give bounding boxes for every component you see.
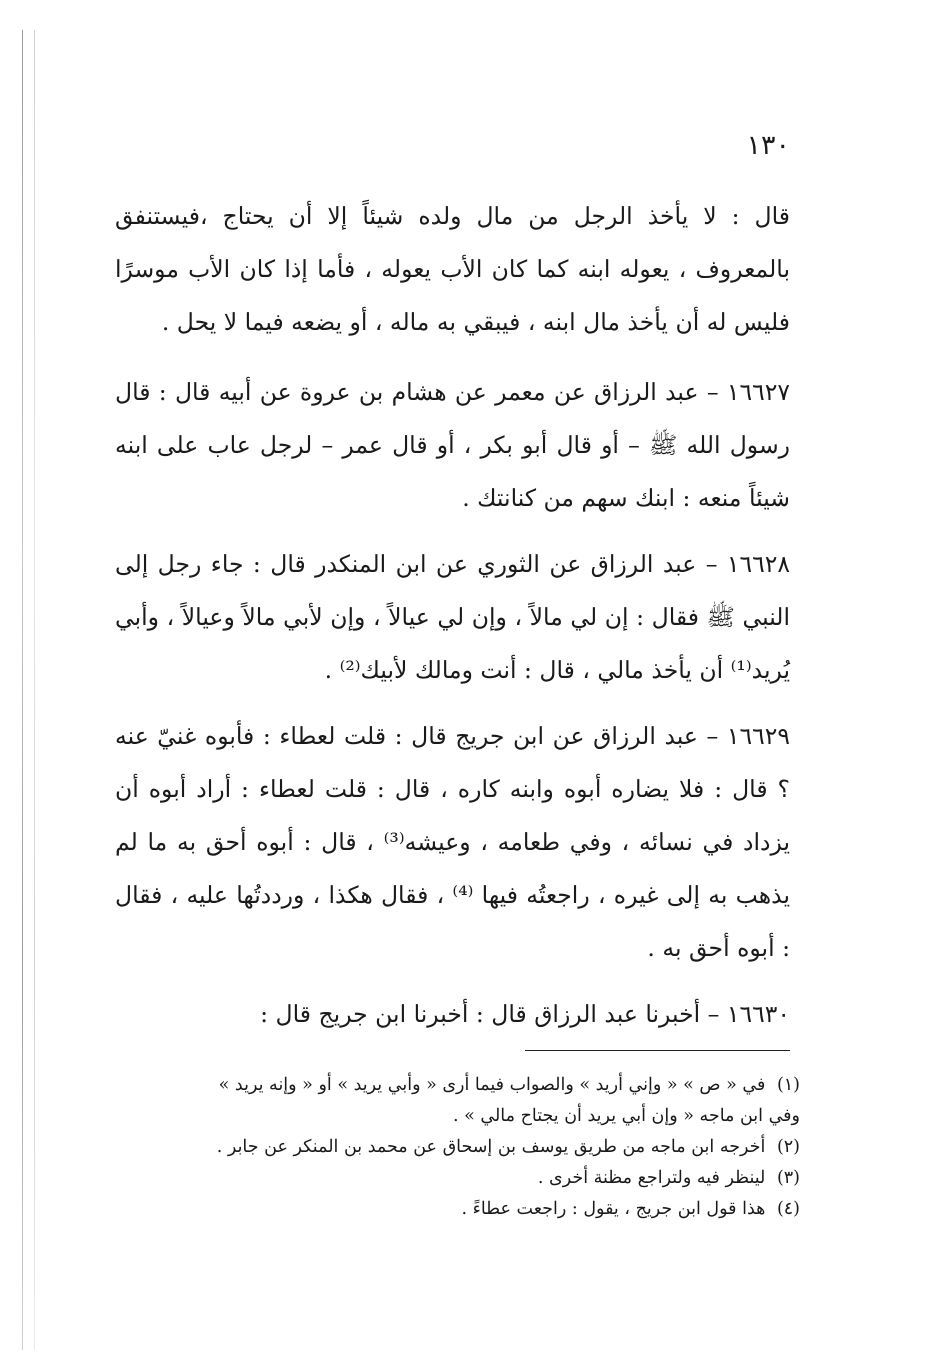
footnote-number: (١)	[776, 1075, 800, 1095]
main-text	[115, 190, 790, 1054]
page-number: ١٣٠	[746, 130, 790, 161]
hadith-number: ١٦٦٢٨	[726, 550, 790, 578]
scan-edge-line	[22, 30, 23, 1350]
hadith-number: ١٦٦٢٧	[726, 378, 790, 406]
paragraph-text: – عبد الرزاق عن معمر عن هشام بن عروة عن أبيه قال : قال رسول الله ﷺ – أو قال أبو بكر ، أو قال عمر – لرجل عاب على ابنه شيئاً منعه : ابنك سهم من كنانتك .	[115, 378, 790, 512]
footnote-text: في « ص » « وإني أريد » والصواب فيما أرى « وأبي يريد » أو « وإنه يريد »	[218, 1075, 766, 1095]
paragraph-text: – أخبرنا عبد الرزاق قال : أخبرنا ابن جريج قال :	[260, 1000, 720, 1028]
paragraph-text: قال : لا يأخذ الرجل من مال ولده شيئاً إلا أن يحتاج ،فيستنفق بالمعروف ، يعوله ابنه كما كان الأب يعوله ، فأما إذا كان الأب موسرًا فليس له أن يأخذ مال ابنه ، فيبقي به ماله ، أو يضعه فيما لا يحل .	[115, 202, 790, 336]
footnote-text: هذا قول ابن جريج ، يقول : راجعت عطاءً .	[461, 1199, 766, 1219]
paragraph-text: – عبد الرزاق عن الثوري عن ابن المنكدر قال : جاء رجل إلى النبي ﷺ فقال : إن لي مالاً ، وإن لي عيالاً ، وإن لأبي مالاً وعيالاً ، وأبي يُريد⁽¹⁾ أن يأخذ مالي ، قال : أنت ومالك لأبيك⁽²⁾ .	[115, 550, 790, 684]
paragraph	[115, 538, 790, 697]
hadith-number: ١٦٦٣٠	[726, 1000, 790, 1028]
footnote	[110, 1070, 800, 1101]
footnote-divider	[525, 1050, 790, 1051]
paragraph	[115, 710, 790, 975]
footnote-text: أخرجه ابن ماجه من طريق يوسف بن إسحاق عن محمد بن المنكر عن جابر .	[216, 1137, 766, 1157]
footnote-continuation: وفي ابن ماجه « وإن أبي يريد أن يجتاح مالي » .	[452, 1106, 800, 1126]
footnote-number: (٢)	[776, 1137, 800, 1157]
hadith-number: ١٦٦٢٩	[726, 722, 790, 750]
footnote-number: (٣)	[776, 1168, 800, 1188]
footnote-number: (٤)	[776, 1199, 800, 1219]
paragraph	[115, 366, 790, 525]
footnote	[110, 1163, 800, 1194]
footnote-text: لينظر فيه ولتراجع مظنة أخرى .	[537, 1168, 766, 1188]
paragraph	[115, 190, 790, 349]
footnote	[110, 1194, 800, 1225]
footnote	[110, 1132, 800, 1163]
paragraph-text: – عبد الرزاق عن ابن جريج قال : قلت لعطاء : فأبوه غنيّ عنه ؟ قال : فلا يضاره أبوه وابنه كاره ، قال : قلت لعطاء : أراد أبوه أن يزداد في نسائه ، وفي طعامه ، وعيشه⁽³⁾ ، قال : أبوه أحق به ما لم يذهب به إلى غيره ، راجعتُه فيها ⁽⁴⁾ ، فقال هكذا ، ورددتُها عليه ، فقال : أبوه أحق به .	[115, 722, 791, 962]
footnotes	[110, 1070, 800, 1225]
paragraph	[115, 988, 790, 1041]
scan-edge-line	[34, 30, 35, 1350]
